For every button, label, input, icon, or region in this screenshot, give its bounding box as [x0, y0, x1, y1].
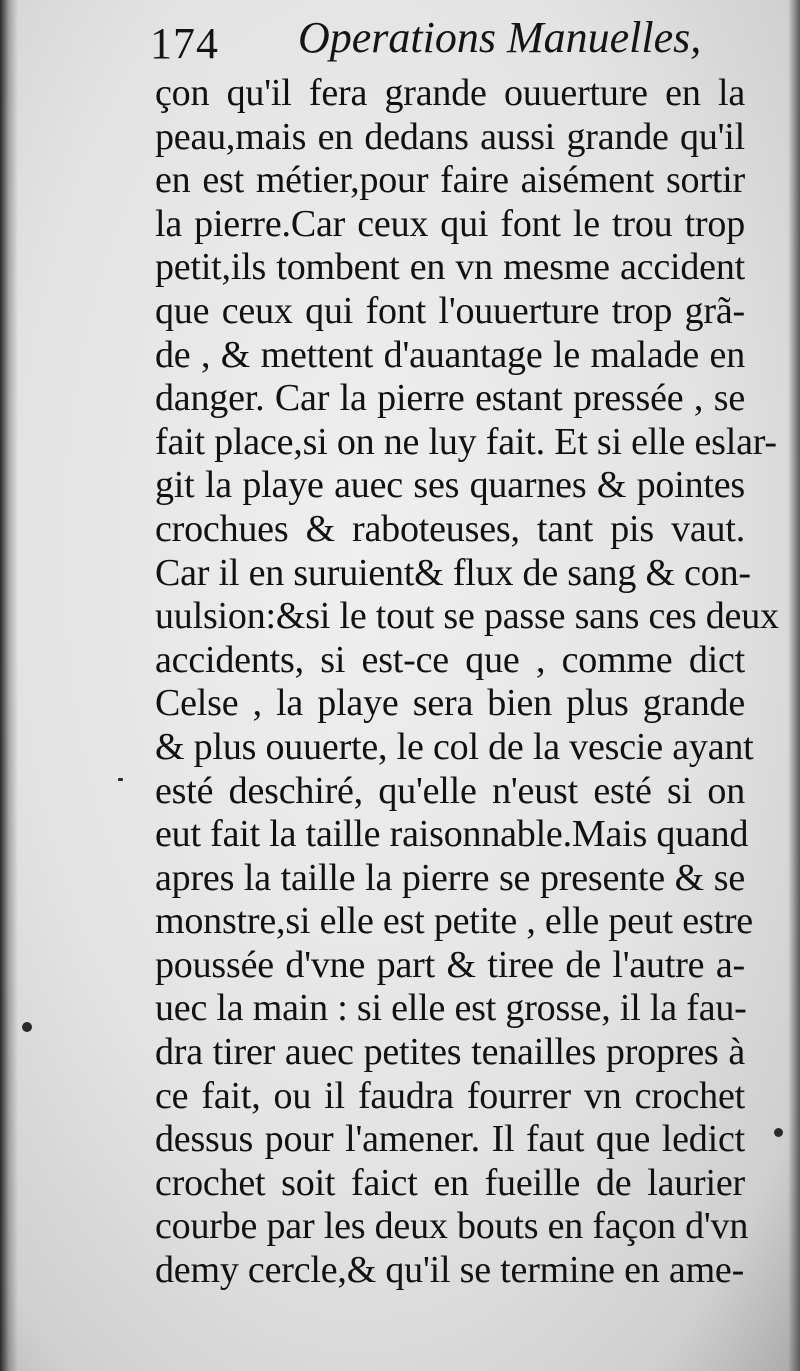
text-line: crochet soit faict en fueille de laurier: [155, 1161, 745, 1204]
text-line: monstre,si elle est petite , elle peut estre: [155, 900, 753, 943]
text-line: ce fait, ou il faudra fourrer vn crochet: [155, 1074, 745, 1117]
text-line: dessus pour l'amener. Il faut que ledict: [155, 1118, 745, 1161]
text-line: danger. Car la pierre estant pressée , se: [155, 377, 745, 420]
text-line: peau,mais en dedans aussi grande qu'il: [155, 115, 745, 158]
text-line: Celse , la playe sera bien plus grande: [155, 682, 745, 725]
text-line: demy cercle,& qu'il se termine en ame-: [155, 1249, 745, 1292]
text-line: accidents, si est-ce que , comme dict: [155, 638, 745, 681]
text-line: uec la main : si elle est grosse, il la fau-: [155, 987, 747, 1030]
text-line: çon qu'il fera grande ouuerture en la: [155, 72, 745, 114]
text-line: courbe par les deux bouts en façon d'vn: [155, 1205, 749, 1248]
text-line: poussée d'vne part & tiree de l'autre a-: [155, 943, 745, 986]
ink-spot: [118, 778, 123, 781]
text-line: la pierre.Car ceux qui font le trou trop: [155, 202, 745, 245]
text-line: uulsion:&si le tout se passe sans ces deux: [155, 595, 779, 638]
ink-spot: [774, 1128, 783, 1137]
text-line: crochues & raboteuses, tant pis vaut.: [155, 507, 745, 550]
page-number: 174: [150, 19, 219, 68]
text-line: git la playe auec ses quarnes & pointes: [155, 464, 745, 507]
text-line: eut fait la taille raisonnable.Mais quand: [155, 813, 749, 856]
text-line: petit,ils tombent en vn mesme accident: [155, 246, 745, 289]
text-line: en est métier,pour faire aisément sortir: [155, 159, 745, 202]
text-line: & plus ouuerte, le col de la vescie ayant: [155, 725, 754, 768]
text-line: de , & mettent d'auantage le malade en: [155, 333, 745, 376]
text-line: esté deschiré, qu'elle n'eust esté si on: [155, 769, 745, 812]
running-title: Operations Manuelles,: [298, 13, 702, 62]
text-line: dra tirer auec petites tenailles propres à: [155, 1031, 745, 1074]
text-line: Car il en suruient& flux de sang & con-: [155, 551, 751, 594]
text-line: apres la taille la pierre se presente & se: [155, 856, 745, 899]
body-text: [155, 72, 779, 1293]
ink-spot: [22, 1022, 32, 1032]
text-line: que ceux qui font l'ouuerture trop grã-: [155, 289, 745, 332]
page-header: [150, 10, 710, 80]
text-line: fait place,si on ne luy fait. Et si elle eslar-: [155, 420, 777, 463]
